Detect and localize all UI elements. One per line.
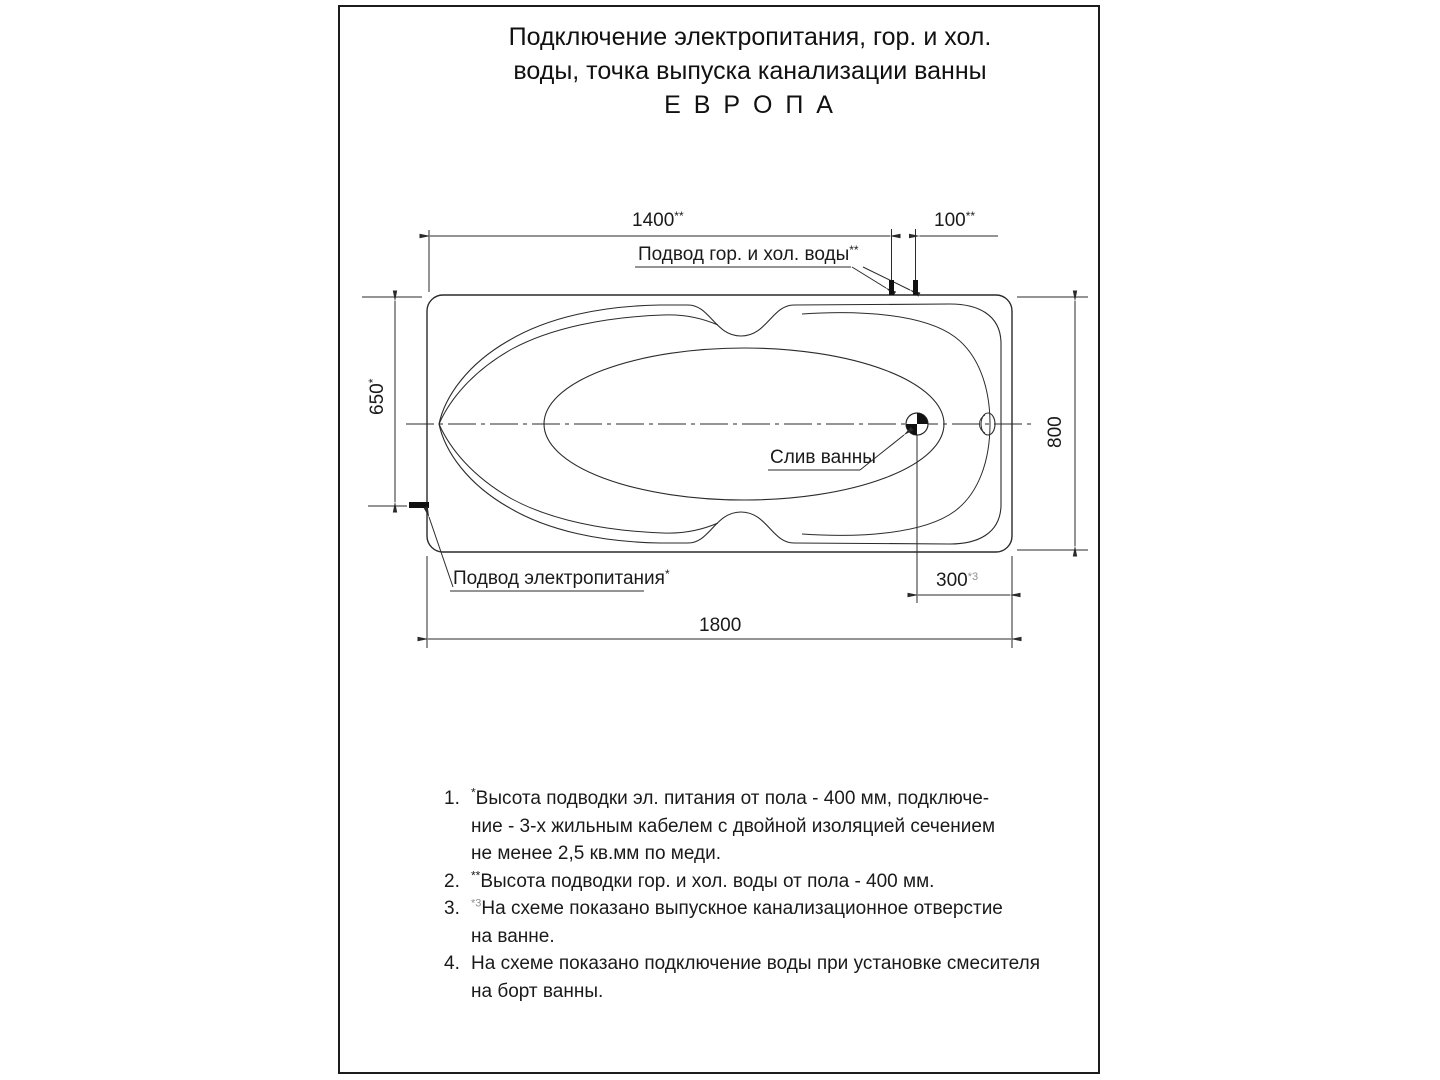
dim-1400-text: 1400** — [632, 209, 684, 231]
title-line-3: Е В Р О П А — [664, 91, 836, 119]
note-3-line-1: На схеме показано выпускное канализационное отверстие — [481, 898, 1003, 919]
note-1-line-1: Высота подводки эл. питания от пола - 400 мм, подключе- — [475, 788, 990, 809]
cold-water-point — [913, 280, 918, 295]
note-1 — [444, 785, 1040, 868]
note-3 — [444, 895, 1040, 950]
note-4-line-2: на борт ванны. — [471, 980, 604, 1002]
note-4-line-1: На схеме показано подключение воды при установке смесителя — [471, 953, 1040, 974]
power-supply-label: Подвод электропитания* — [453, 567, 670, 589]
note-2-line-1: Высота подводки гор. и хол. воды от пола - 400 мм. — [480, 870, 935, 892]
drain-label: Слив ванны — [770, 447, 876, 468]
tub-rim-inner-bottom — [439, 424, 718, 533]
note-4 — [444, 950, 1040, 1005]
hot-water-point — [889, 280, 894, 295]
dim-300-text: 300$^{*3}$ — [936, 570, 979, 591]
power-supply-callout — [409, 502, 670, 591]
dim-650-text: 650* — [366, 378, 388, 415]
water-supply-callout — [635, 243, 918, 295]
note-1-number: 1. — [444, 788, 460, 809]
note-2-number: 2. — [444, 870, 460, 892]
note-3-number: 3. — [444, 898, 460, 919]
drain-symbol — [906, 413, 928, 435]
note-3-marker: *3 — [471, 897, 482, 910]
note-4-number: 4. — [444, 953, 460, 974]
note-2-marker: ** — [471, 868, 481, 883]
note-1-line-2: ние - 3-х жильным кабелем с двойной изоляцией сечением — [471, 815, 996, 837]
title-line-1: Подключение электропитания, гор. и хол. — [508, 23, 992, 51]
drawing-page — [338, 5, 1100, 1074]
dim-1800-text: 1800 — [699, 615, 742, 636]
note-2 — [444, 868, 1040, 896]
note-1-marker: * — [471, 785, 476, 800]
note-3-line-2: на ванне. — [471, 925, 555, 947]
notes-block — [444, 785, 1040, 1005]
note-1-line-3: не менее 2,5 кв.мм по меди. — [471, 843, 721, 864]
water-supply-label: Подвод гор. и хол. воды** — [638, 243, 859, 265]
bathtub-top-view — [406, 295, 1032, 552]
power-connection-point — [409, 502, 429, 508]
dim-800-text: 800 — [1045, 416, 1066, 448]
title-line-2: воды, точка выпуска канализации ванны — [513, 57, 987, 85]
drain-callout — [768, 435, 904, 470]
dim-100-text: 100** — [934, 209, 976, 231]
tub-rim-inner-top — [439, 315, 718, 424]
